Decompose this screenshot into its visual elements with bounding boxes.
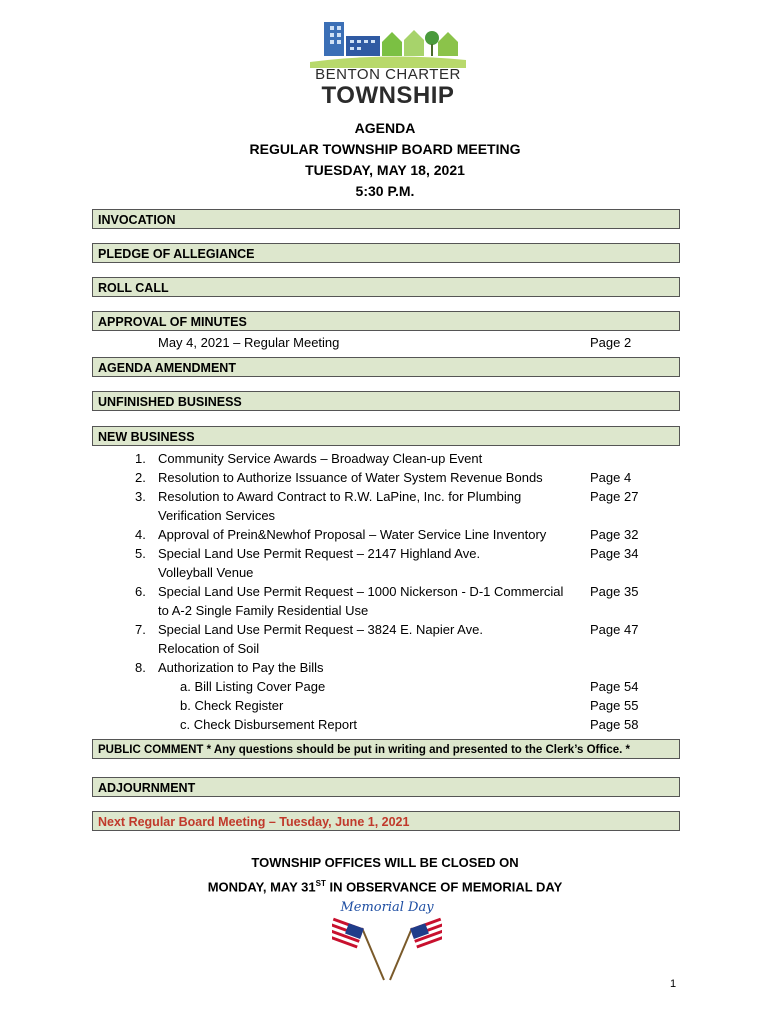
memorial-day-text: Memorial Day (340, 900, 434, 915)
subitem-page: Page 58 (590, 717, 639, 732)
header-time: 5:30 P.M. (355, 183, 415, 199)
item-number: 2. (135, 470, 146, 485)
item-text: Community Service Awards – Broadway Clean-up Event (158, 451, 483, 466)
item-number: 8. (135, 660, 146, 675)
item-page: Page 35 (590, 584, 639, 599)
item-number: 1. (135, 451, 146, 466)
item-page: Page 32 (590, 527, 639, 542)
subitem-text: b. Check Register (180, 698, 284, 713)
header-date: TUESDAY, MAY 18, 2021 (305, 162, 465, 178)
subitem-text: a. Bill Listing Cover Page (180, 679, 326, 694)
memorial-day-graphic (332, 900, 442, 982)
item-number: 6. (135, 584, 146, 599)
item-text: Authorization to Pay the Bills (158, 660, 324, 675)
page-number: 1 (670, 978, 677, 990)
closed-line2-suffix: IN OBSERVANCE OF MEMORIAL DAY (325, 879, 563, 895)
item-text: Special Land Use Permit Request – 3824 E. Napier Ave. (158, 622, 483, 637)
logo-line2: TOWNSHIP (321, 82, 455, 109)
header-meeting-type: REGULAR TOWNSHIP BOARD MEETING (249, 141, 521, 157)
item-text: Resolution to Award Contract to R.W. LaPine, Inc. for Plumbing (158, 489, 522, 504)
section-adjournment: ADJOURNMENT (92, 777, 680, 797)
subitem-text: c. Check Disbursement Report (180, 717, 358, 732)
logo-line1: BENTON CHARTER (315, 66, 461, 83)
item-page: Page 4 (590, 470, 632, 485)
subitem-page: Page 55 (590, 698, 639, 713)
item-text: Relocation of Soil (158, 641, 260, 656)
section-approval-of-minutes: APPROVAL OF MINUTES (92, 311, 680, 331)
closed-line2-prefix: MONDAY, MAY 31 (207, 879, 316, 895)
item-text: Resolution to Authorize Issuance of Water System Revenue Bonds (158, 470, 543, 485)
township-logo-graphic (310, 18, 466, 68)
header-title: AGENDA (354, 120, 416, 136)
item-page: Page 27 (590, 489, 639, 504)
section-public-comment: PUBLIC COMMENT * Any questions should be put in writing and presented to the Clerk’s Office. * (92, 739, 680, 759)
item-text: Verification Services (158, 508, 276, 523)
section-unfinished-business: UNFINISHED BUSINESS (92, 391, 680, 411)
item-number: 3. (135, 489, 146, 504)
office-closed-notice (0, 852, 770, 897)
section-new-business: NEW BUSINESS (92, 426, 680, 446)
closed-line1: TOWNSHIP OFFICES WILL BE CLOSED ON (251, 855, 519, 870)
item-text: Special Land Use Permit Request – 2147 Highland Ave. (158, 546, 481, 561)
agenda-header (0, 118, 770, 202)
section-invocation: INVOCATION (92, 209, 680, 229)
item-text: Volleyball Venue (158, 565, 254, 580)
section-agenda-amendment: AGENDA AMENDMENT (92, 357, 680, 377)
item-number: 4. (135, 527, 146, 542)
section-pledge: PLEDGE OF ALLEGIANCE (92, 243, 680, 263)
item-page: Page 47 (590, 622, 639, 637)
closed-line2-sup: ST (315, 879, 326, 888)
township-logo (310, 18, 466, 110)
item-text: Special Land Use Permit Request – 1000 Nickerson - D-1 Commercial (158, 584, 564, 599)
subitem-page: Page 54 (590, 679, 639, 694)
section-roll-call: ROLL CALL (92, 277, 680, 297)
approval-item-text: May 4, 2021 – Regular Meeting (158, 335, 340, 350)
item-number: 7. (135, 622, 146, 637)
item-number: 5. (135, 546, 146, 561)
item-text: to A-2 Single Family Residential Use (158, 603, 369, 618)
item-page: Page 34 (590, 546, 639, 561)
item-text: Approval of Prein&Newhof Proposal – Water Service Line Inventory (158, 527, 547, 542)
approval-item-page: Page 2 (590, 335, 632, 350)
next-meeting-notice: Next Regular Board Meeting – Tuesday, June 1, 2021 (92, 811, 680, 831)
crossed-flags-icon (332, 914, 442, 984)
closed-line2 (0, 873, 770, 897)
